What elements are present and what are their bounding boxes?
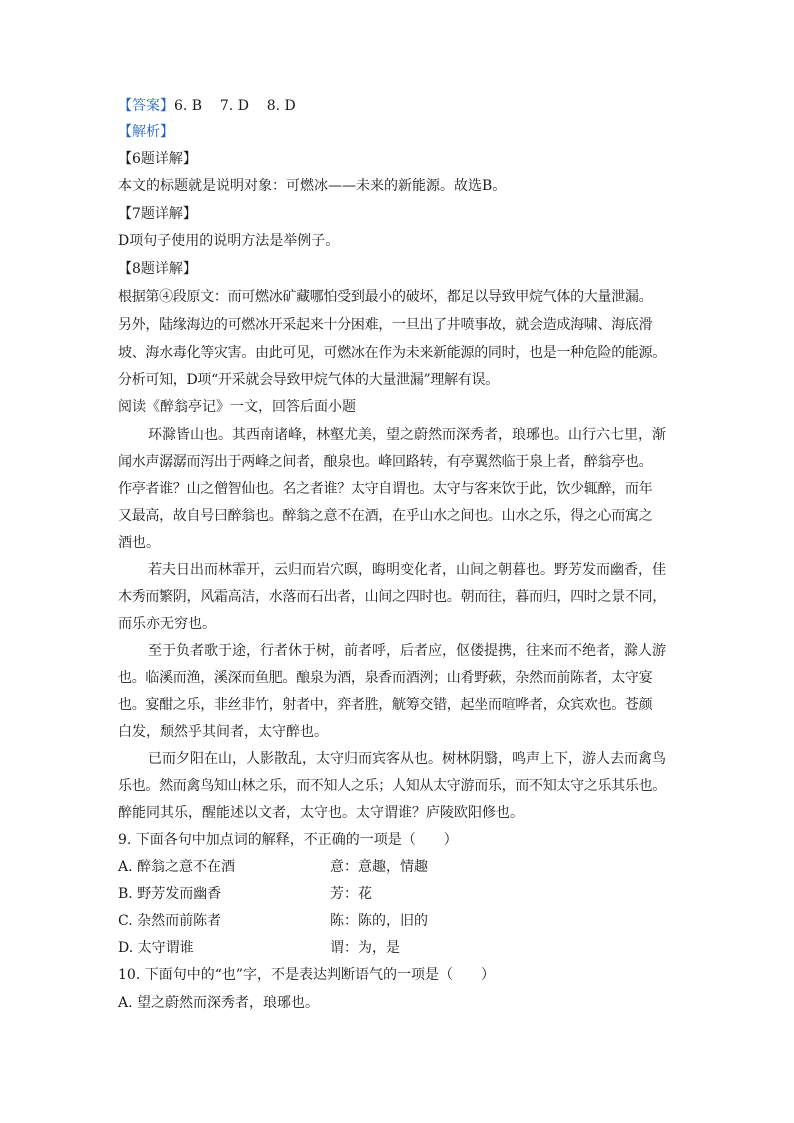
option-gloss: 谓：为，是 (330, 940, 400, 956)
option-text: A. 醉翁之意不在酒 (118, 859, 236, 875)
passage-line: 乐也。然而禽鸟知山林之乐，而不知人之乐；人知从太守游而乐，而不知太守之乐其乐也。 (118, 778, 666, 794)
passage-line: 至于负者歌于途，行者休于树，前者呼，后者应，伛偻提携，往来而不绝者，滁人游 (148, 643, 666, 659)
answer-line (118, 95, 296, 117)
q8-line: 分析可知，D项“开采就会导致甲烷气体的大量泄漏”理解有误。 (118, 372, 499, 388)
analysis-tag: 【解析】 (118, 124, 174, 140)
q8-line: 坡、海水毒化等灾害。由此可见，可燃冰在作为未来新能源的同时，也是一种危险的能源。 (118, 345, 666, 361)
passage-line: 已而夕阳在山，人影散乱，太守归而宾客从也。树林阴翳，鸣声上下，游人去而禽鸟 (148, 751, 666, 767)
passage-line: 白发，颓然乎其间者，太守醉也。 (118, 724, 328, 740)
passage-line: 也。宴酣之乐，非丝非竹，射者中，弈者胜，觥筹交错，起坐而喧哗者，众宾欢也。苍颜 (118, 697, 653, 713)
q10-stem: 10. 下面句中的“也”字，不是表达判断语气的一项是（ ） (118, 967, 496, 983)
answer-text: 6. B 7. D 8. D (174, 98, 296, 114)
passage-line: 酒也。 (118, 535, 160, 551)
q6-text: 本文的标题就是说明对象：可燃冰——未来的新能源。故选B。 (118, 178, 507, 194)
q7-text: D项句子使用的说明方法是举例子。 (118, 233, 340, 249)
passage-line: 闻水声潺潺而泻出于两峰之间者，酿泉也。峰回路转，有亭翼然临于泉上者，醉翁亭也。 (118, 454, 653, 470)
q8-line: 根据第④段原文：而可燃冰矿藏哪怕受到最小的破坏，都足以导致甲烷气体的大量泄漏。 (118, 289, 653, 305)
q10-option-a: A. 望之蔚然而深秀者，琅琊也。 (118, 995, 320, 1011)
passage-line: 也。临溪而渔，溪深而鱼肥。酿泉为酒，泉香而酒洌；山肴野蔌，杂然而前陈者，太守宴 (118, 670, 653, 686)
passage-line: 环滁皆山也。其西南诸峰，林壑尤美，望之蔚然而深秀者，琅琊也。山行六七里，渐 (148, 427, 666, 443)
option-gloss: 陈：陈的，旧的 (330, 913, 428, 929)
passage-line: 若夫日出而林霏开，云归而岩穴暝，晦明变化者，山间之朝暮也。野芳发而幽香，佳 (148, 562, 666, 578)
passage-line: 作亭者谁？山之僧智仙也。名之者谁？太守自谓也。太守与客来饮于此，饮少辄醉，而年 (118, 481, 653, 497)
q8-line: 另外，陆缘海边的可燃冰开采起来十分困难，一旦出了井喷事故，就会造成海啸、海底滑 (118, 317, 653, 333)
option-text: D. 太守谓谁 (118, 940, 194, 956)
q6-tag: 【6题详解】 (118, 151, 197, 167)
q9-stem: 9. 下面各句中加点词的解释，不正确的一项是（ ） (118, 832, 458, 848)
q7-tag: 【7题详解】 (118, 206, 197, 222)
answer-tag: 【答案】 (118, 98, 174, 114)
q8-tag: 【8题详解】 (118, 261, 197, 277)
option-text: B. 野芳发而幽香 (118, 886, 222, 902)
passage-line: 木秀而繁阴，风霜高洁，水落而石出者，山间之四时也。朝而往，暮而归，四时之景不同， (118, 589, 666, 605)
passage-line: 醉能同其乐，醒能述以文者，太守也。太守谓谁？庐陵欧阳修也。 (118, 805, 524, 821)
reading-intro: 阅读《醉翁亭记》一文，回答后面小题 (118, 399, 356, 415)
option-gloss: 意：意趣，情趣 (330, 859, 428, 875)
passage-line: 而乐亦无穷也。 (118, 616, 216, 632)
passage-line: 又最高，故自号曰醉翁也。醉翁之意不在酒，在乎山水之间也。山水之乐，得之心而寓之 (118, 508, 653, 524)
option-gloss: 芳：花 (330, 886, 372, 902)
option-text: C. 杂然而前陈者 (118, 913, 222, 929)
